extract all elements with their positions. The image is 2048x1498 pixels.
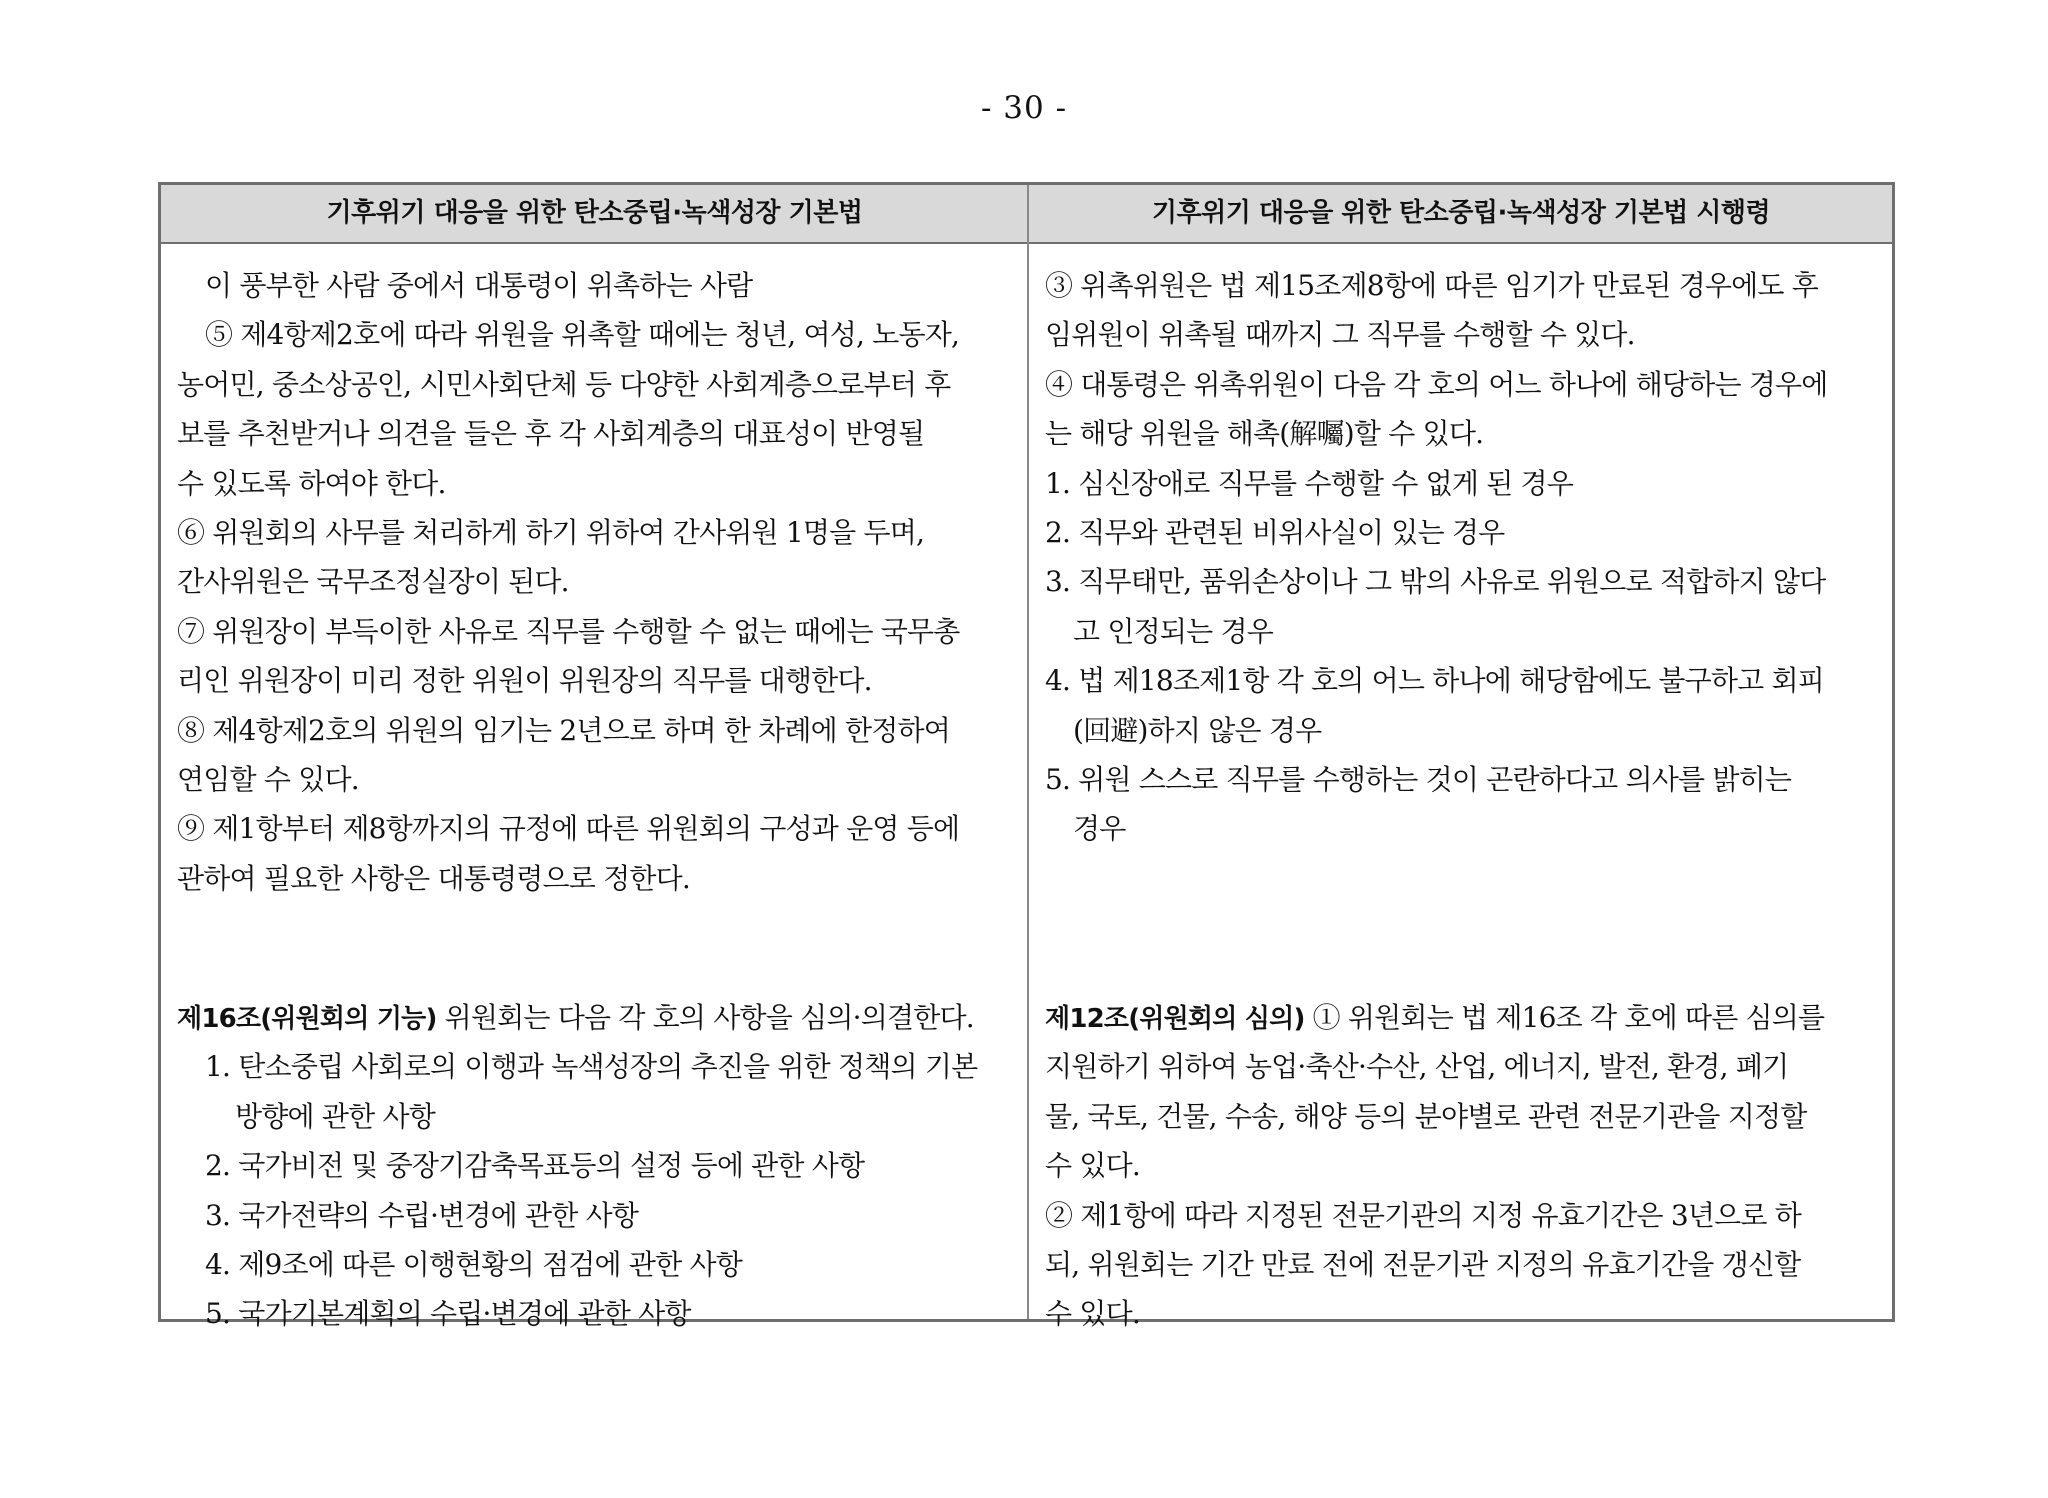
text-line: 물, 국토, 건물, 수송, 해양 등의 분야별로 관련 전문기관을 지정할 [1045,1099,1807,1133]
text-line: 리인 위원장이 미리 정한 위원이 위원장의 직무를 대행한다. [177,664,872,698]
article-16-intro: 위원회는 다음 각 호의 사항을 심의·의결한다. [436,1001,974,1035]
list-item: 1. 심신장애로 직무를 수행할 수 없게 된 경우 [1045,466,1574,500]
text-line: 지원하기 위하여 농업·축산·수산, 산업, 에너지, 발전, 환경, 폐기 [1045,1050,1789,1084]
paragraph-gap [177,903,1023,993]
text-line: 임위원이 위촉될 때까지 그 직무를 수행할 수 있다. [1045,318,1635,352]
text-line: 되, 위원회는 기간 만료 전에 전문기관 지정의 유효기간을 갱신할 [1045,1248,1801,1282]
text-line: 관하여 필요한 사항은 대통령령으로 정한다. [177,861,690,895]
law-column [177,261,1023,1339]
text-line: 이 풍부한 사람 중에서 대통령이 위촉하는 사람 [205,269,753,302]
text-line: ⑥ 위원회의 사무를 처리하게 하기 위하여 간사위원 1명을 두며, [177,515,925,549]
text-line: ⑦ 위원장이 부득이한 사유로 직무를 수행할 수 없는 때에는 국무총 [177,614,960,648]
text-line: 수 있다. [1045,1149,1140,1183]
text-line: 농어민, 중소상공인, 시민사회단체 등 다양한 사회계층으로부터 후 [177,367,951,401]
text-line: ⑧ 제4항제2호의 위원의 임기는 2년으로 하며 한 차례에 한정하여 [177,713,951,747]
list-item: 2. 직무와 관련된 비위사실이 있는 경우 [1045,515,1505,549]
page-number: - 30 - [980,90,1068,126]
text-line: 수 있다. [1045,1297,1140,1331]
list-item: 5. 국가기본계획의 수립·변경에 관한 사항 [205,1297,691,1331]
article-12-intro: ① 위원회는 법 제16조 각 호에 따른 심의를 [1304,1001,1825,1035]
text-line: ② 제1항에 따라 지정된 전문기관의 지정 유효기간은 3년으로 하 [1045,1198,1801,1232]
text-line: ⑨ 제1항부터 제8항까지의 규정에 따른 위원회의 구성과 운영 등에 [177,812,960,846]
list-item: 1. 탄소중립 사회로의 이행과 녹색성장의 추진을 위한 정책의 기본 [205,1050,978,1084]
column-divider [1027,185,1029,1319]
decree-column [1045,261,1887,1339]
article-12-heading-line [1045,993,1887,1042]
text-line: 는 해당 위원을 해촉(解囑)할 수 있다. [1045,417,1484,451]
list-item-continuation: 고 인정되는 경우 [1073,614,1273,648]
list-item-continuation: 방향에 관한 사항 [235,1099,435,1133]
list-item-continuation: (回避)하지 않은 경우 [1073,713,1322,747]
text-line: ③ 위촉위원은 법 제15조제8항에 따른 임기가 만료된 경우에도 후 [1045,269,1819,302]
paragraph-gap [1045,903,1887,993]
text-line: 간사위원은 국무조정실장이 된다. [177,565,569,599]
text-line: 보를 추천받거나 의견을 들은 후 각 사회계층의 대표성이 반영될 [177,417,925,451]
list-item-continuation: 경우 [1073,812,1126,846]
text-line: 수 있도록 하여야 한다. [177,466,446,500]
header-decree-title: 기후위기 대응을 위한 탄소중립·녹색성장 기본법 시행령 [1151,198,1771,228]
list-item: 3. 국가전략의 수립·변경에 관한 사항 [205,1198,639,1232]
list-item: 3. 직무태만, 품위손상이나 그 밖의 사유로 위원으로 적합하지 않다 [1045,565,1826,599]
text-line: 연임할 수 있다. [177,762,359,796]
paragraph-gap [1045,854,1887,903]
article-12-title: 제12조(위원회의 심의) [1045,1004,1305,1035]
article-16-title: 제16조(위원회의 기능) [177,1004,437,1035]
list-item: 5. 위원 스스로 직무를 수행하는 것이 곤란하다고 의사를 밝히는 [1045,762,1792,796]
list-item: 2. 국가비전 및 중장기감축목표등의 설정 등에 관한 사항 [205,1149,865,1183]
comparison-table [158,182,1895,1331]
list-item: 4. 법 제18조제1항 각 호의 어느 하나에 해당함에도 불구하고 회피 [1045,664,1825,698]
list-item: 4. 제9조에 따른 이행현황의 점검에 관한 사항 [205,1248,742,1282]
header-law-title: 기후위기 대응을 위한 탄소중립·녹색성장 기본법 [326,198,863,228]
text-line: ⑤ 제4항제2호에 따라 위원을 위촉할 때에는 청년, 여성, 노동자, [205,318,960,352]
text-line: ④ 대통령은 위촉위원이 다음 각 호의 어느 하나에 해당하는 경우에 [1045,367,1828,401]
article-16-heading-line [177,993,1023,1042]
